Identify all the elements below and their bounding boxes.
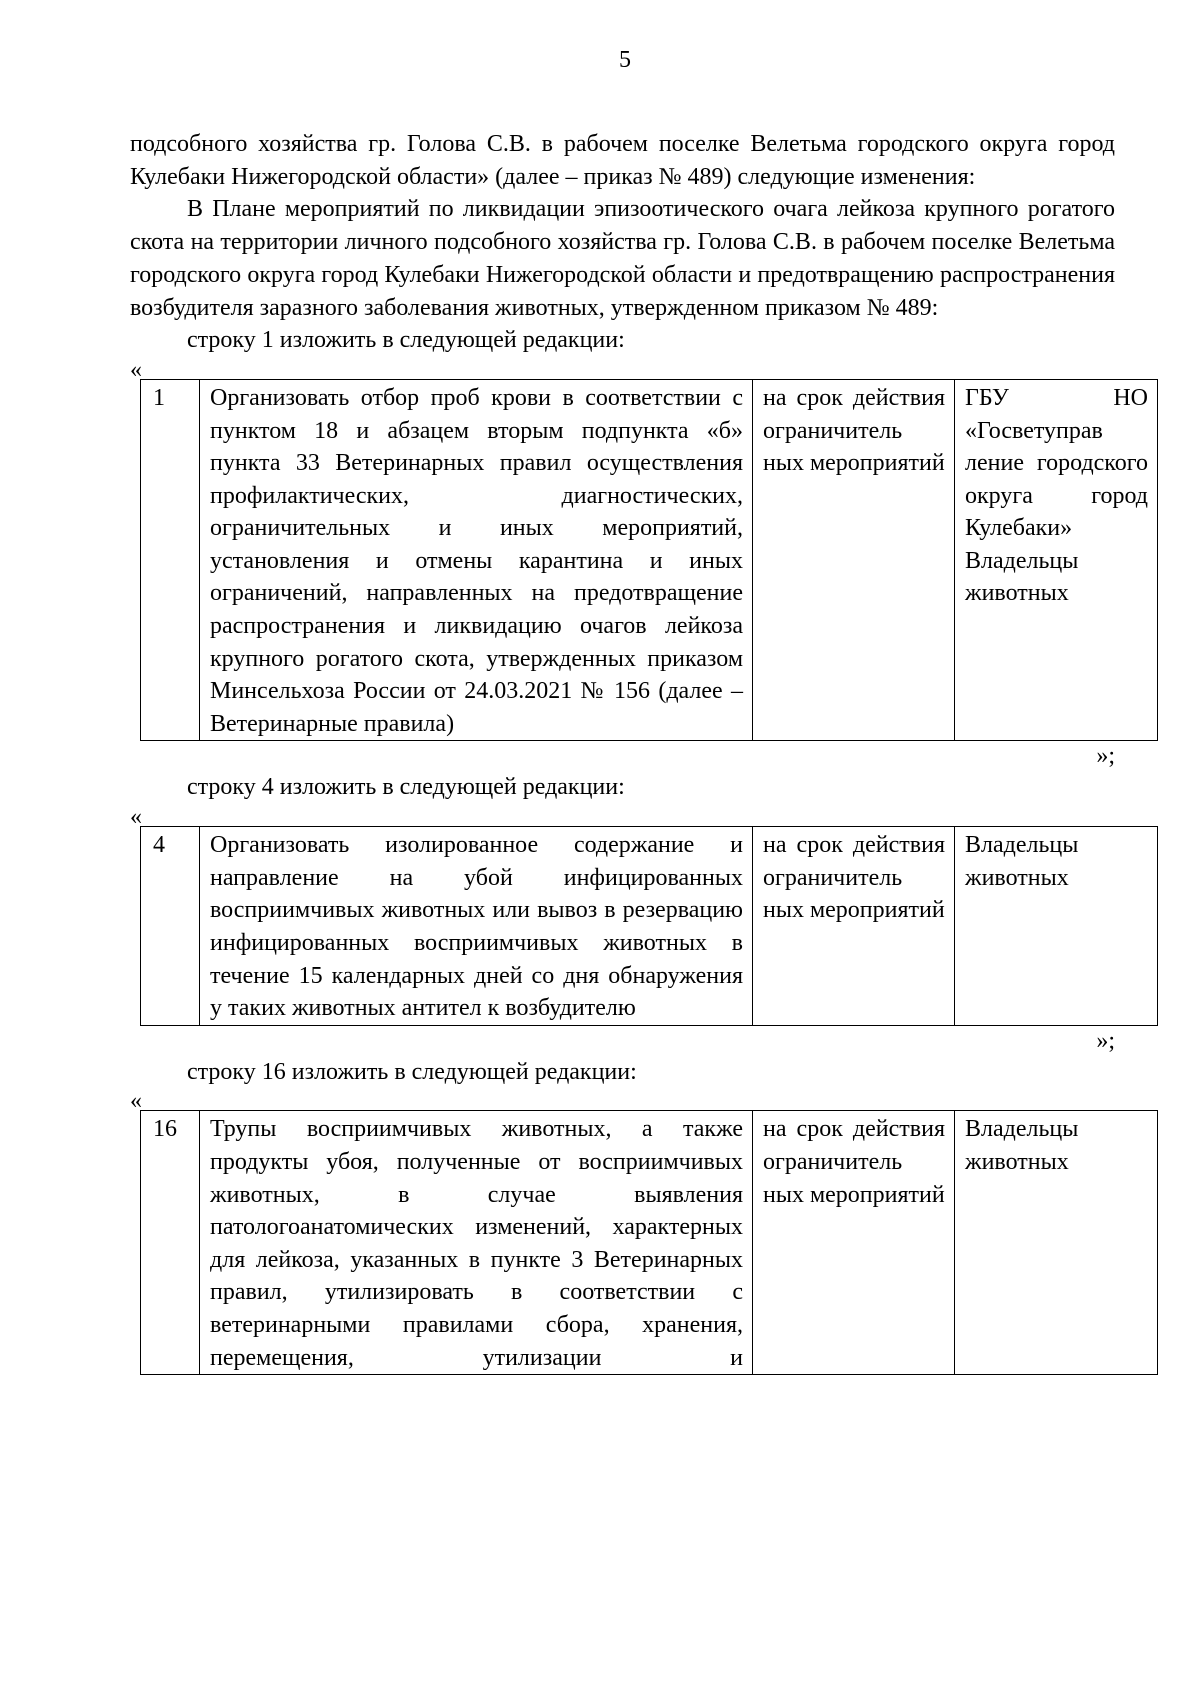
row-action-cell xyxy=(200,1111,753,1375)
closing-quote: »; xyxy=(1096,743,1115,770)
amendment-instruction: строку 1 изложить в следующей редакции: xyxy=(187,327,625,354)
row-action-cell xyxy=(200,827,753,1026)
row-term-cell xyxy=(753,827,955,1026)
amendment-table xyxy=(140,826,1158,1026)
row-responsible-text: ГБУ НО «Госветуправ ление городского округа город Кулебаки» Владельцы животных xyxy=(965,384,1148,607)
row-responsible-cell xyxy=(955,1111,1158,1375)
row-term-text: на срок действия ограничитель ных мероприятий xyxy=(763,1116,945,1208)
row-number-cell: 16 xyxy=(141,1111,200,1375)
amendment-instruction: строку 4 изложить в следующей редакции: xyxy=(187,774,625,801)
row-responsible-text: Владельцы животных xyxy=(965,1116,1079,1176)
page-number: 5 xyxy=(619,47,631,73)
amendment-table xyxy=(140,1110,1158,1375)
row-action-cell xyxy=(200,379,753,741)
row-term-cell xyxy=(753,1111,955,1375)
row-number-cell: 4 xyxy=(141,827,200,1026)
row-responsible-text: Владельцы животных xyxy=(965,832,1079,891)
amendment-row-16 xyxy=(130,1056,1115,1375)
opening-quote: « xyxy=(130,1088,142,1115)
row-number-cell: 1 xyxy=(141,379,200,741)
table-row xyxy=(141,379,1158,741)
opening-quote: « xyxy=(130,804,142,831)
row-action-text: Организовать отбор проб крови в соответствии с пунктом 18 и абзацем вторым подпункта «б» пункта 33 Ветеринарных правил осуществления профилактических, диагностических, ограничительных и иных мероприятий, установления и отмены карантина и иных ограничений, направленных на предотвращение распространения и ликвидацию очагов лейкоза крупного рогатого скота, утвержденных приказом Минсельхоза России от 24.03.2021 № 156 (далее – Ветеринарные правила) xyxy=(210,384,743,737)
table-row xyxy=(141,827,1158,1026)
row-term-cell xyxy=(753,379,955,741)
amendment-instruction: строку 16 изложить в следующей редакции: xyxy=(187,1058,637,1085)
row-term-text: на срок действия ограничитель ных мероприятий xyxy=(763,384,945,477)
row-action-text: Трупы восприимчивых животных, а также продукты убоя, полученные от восприимчивых животных, в случае выявления патологоанатомических изменений, характерных для лейкоза, указанных в пункте 3 Ветеринарных правил, утилизировать в соответствии с ветеринарными правилами сбора, хранения, перемещения, утилизации и xyxy=(210,1116,743,1371)
row-responsible-cell xyxy=(955,827,1158,1026)
closing-quote: »; xyxy=(1096,1027,1115,1054)
table-row xyxy=(141,1111,1158,1375)
row-responsible-cell xyxy=(955,379,1158,741)
intro-paragraph-continued: подсобного хозяйства гр. Голова С.В. в рабочем поселке Велетьма городского округа город Кулебаки Нижегородской области» (далее – приказ № 489) следующие изменения: xyxy=(130,131,1115,190)
opening-quote: « xyxy=(130,356,142,383)
amendment-row-4 xyxy=(130,771,1115,1055)
row-term-text: на срок действия ограничитель ных мероприятий xyxy=(763,832,945,924)
amendment-row-1 xyxy=(130,324,1148,771)
intro-paragraph-plan: В Плане мероприятий по ликвидации эпизоотического очага лейкоза крупного рогатого скота на территории личного подсобного хозяйства гр. Голова С.В. в рабочем поселке Велетьма городского округа город Кулебаки Нижегородской области и предотвращению распространения возбудителя заразного заболевания животных, утвержденном приказом № 489: xyxy=(130,196,1115,321)
amendment-table xyxy=(140,379,1158,742)
row-action-text: Организовать изолированное содержание и направление на убой инфицированных восприимчивых животных или вывоз в резервацию инфицированных восприимчивых животных в течение 15 календарных дней со дня обнаружения у таких животных антител к возбудителю xyxy=(210,832,743,1022)
document-body xyxy=(130,128,1148,1375)
